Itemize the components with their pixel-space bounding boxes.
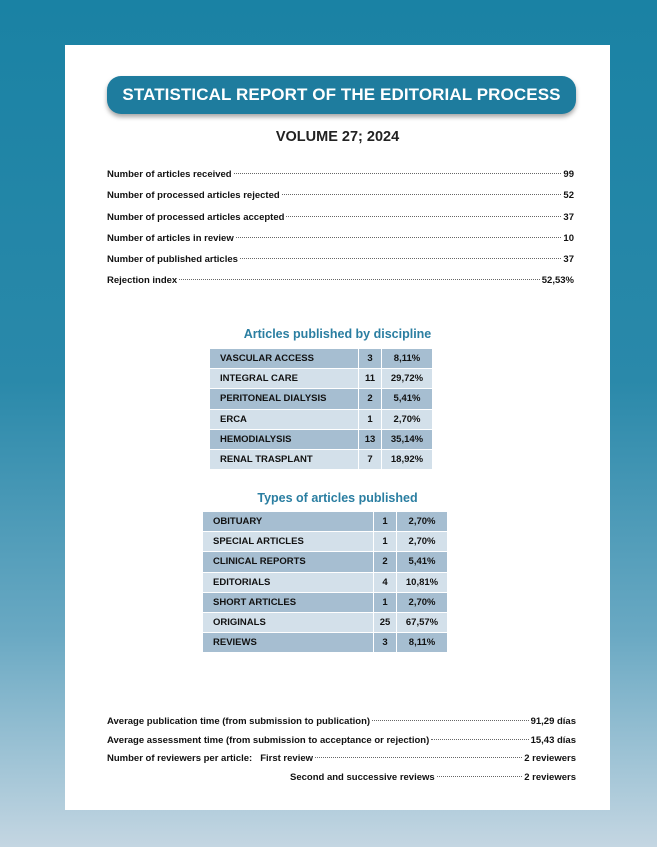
dot-leader bbox=[282, 194, 562, 195]
stat-row-published bbox=[107, 254, 574, 275]
discipline-percent: 29,72% bbox=[382, 369, 433, 389]
dot-leader bbox=[236, 237, 562, 238]
type-percent: 2,70% bbox=[397, 512, 448, 532]
type-name: EDITORIALS bbox=[203, 572, 374, 592]
discipline-count: 2 bbox=[359, 389, 382, 409]
assessment-time-label: Average assessment time (from submission to acceptance or rejection) bbox=[107, 734, 430, 746]
summary-stats bbox=[107, 169, 574, 297]
types-table bbox=[203, 512, 448, 653]
table-row bbox=[210, 369, 433, 389]
stat-value: 37 bbox=[563, 211, 574, 223]
discipline-table bbox=[210, 349, 433, 470]
discipline-percent: 8,11% bbox=[382, 349, 433, 369]
type-count: 25 bbox=[374, 612, 397, 632]
type-count: 1 bbox=[374, 512, 397, 532]
discipline-count: 7 bbox=[359, 449, 382, 469]
second-review-value: 2 reviewers bbox=[524, 771, 576, 783]
table-row bbox=[203, 512, 448, 532]
table-row bbox=[210, 389, 433, 409]
stat-label: Rejection index bbox=[107, 275, 178, 287]
type-count: 3 bbox=[374, 633, 397, 653]
stat-value: 52 bbox=[563, 190, 574, 202]
type-percent: 67,57% bbox=[397, 612, 448, 632]
discipline-name: RENAL TRASPLANT bbox=[210, 449, 359, 469]
table-row bbox=[203, 572, 448, 592]
table-row bbox=[210, 429, 433, 449]
discipline-count: 3 bbox=[359, 349, 382, 369]
discipline-percent: 2,70% bbox=[382, 409, 433, 429]
type-count: 2 bbox=[374, 552, 397, 572]
table-row bbox=[203, 552, 448, 572]
type-percent: 8,11% bbox=[397, 633, 448, 653]
discipline-count: 1 bbox=[359, 409, 382, 429]
types-section-title: Types of articles published bbox=[257, 491, 418, 505]
publication-time-row bbox=[107, 716, 576, 735]
second-review-row bbox=[107, 772, 576, 791]
reviewers-label: Number of reviewers per article: bbox=[107, 753, 253, 764]
type-name: REVIEWS bbox=[203, 633, 374, 653]
stat-row-rejected bbox=[107, 190, 574, 211]
type-count: 1 bbox=[374, 592, 397, 612]
dot-leader bbox=[437, 776, 523, 777]
dot-leader bbox=[179, 279, 540, 280]
dot-leader bbox=[315, 757, 522, 758]
stat-value: 52,53% bbox=[541, 275, 574, 287]
dot-leader bbox=[372, 720, 529, 721]
second-review-label: Second and successive reviews bbox=[290, 771, 435, 783]
first-review-row bbox=[107, 753, 576, 772]
discipline-section-title: Articles published by discipline bbox=[243, 327, 432, 341]
publication-time-value: 91,29 días bbox=[530, 716, 576, 727]
stat-label: Number of published articles bbox=[107, 254, 238, 266]
first-review-label: First review bbox=[260, 753, 314, 764]
discipline-percent: 5,41% bbox=[382, 389, 433, 409]
volume-heading: VOLUME 27; 2024 bbox=[275, 129, 400, 145]
stat-label: Number of processed articles accepted bbox=[107, 211, 285, 223]
discipline-name: PERITONEAL DIALYSIS bbox=[210, 389, 359, 409]
assessment-time-value: 15,43 días bbox=[530, 734, 576, 746]
table-row bbox=[210, 349, 433, 369]
table-row bbox=[210, 409, 433, 429]
table-row bbox=[210, 449, 433, 469]
type-name: SPECIAL ARTICLES bbox=[203, 532, 374, 552]
stat-row-in-review bbox=[107, 233, 574, 254]
stat-label: Number of articles received bbox=[107, 169, 232, 180]
discipline-name: INTEGRAL CARE bbox=[210, 369, 359, 389]
first-review-value: 2 reviewers bbox=[524, 753, 576, 764]
type-name: SHORT ARTICLES bbox=[203, 592, 374, 612]
assessment-time-row bbox=[107, 735, 576, 754]
discipline-count: 13 bbox=[359, 429, 382, 449]
stat-label: Number of processed articles rejected bbox=[107, 190, 280, 202]
report-title-banner: STATISTICAL REPORT OF THE EDITORIAL PROCESS bbox=[107, 76, 576, 114]
stat-value: 99 bbox=[563, 169, 574, 180]
type-percent: 2,70% bbox=[397, 592, 448, 612]
timing-stats bbox=[107, 716, 576, 790]
stat-value: 37 bbox=[563, 254, 574, 266]
dot-leader bbox=[286, 216, 561, 217]
type-name: CLINICAL REPORTS bbox=[203, 552, 374, 572]
type-percent: 5,41% bbox=[397, 552, 448, 572]
table-row bbox=[203, 633, 448, 653]
stat-row-rejection-index bbox=[107, 275, 574, 296]
type-percent: 2,70% bbox=[397, 532, 448, 552]
dot-leader bbox=[234, 173, 562, 174]
type-count: 1 bbox=[374, 532, 397, 552]
stat-value: 10 bbox=[563, 232, 574, 244]
discipline-name: VASCULAR ACCESS bbox=[210, 349, 359, 369]
type-count: 4 bbox=[374, 572, 397, 592]
publication-time-label: Average publication time (from submission to publication) bbox=[107, 716, 371, 727]
table-row bbox=[203, 532, 448, 552]
table-row bbox=[203, 592, 448, 612]
discipline-percent: 35,14% bbox=[382, 429, 433, 449]
report-page bbox=[65, 45, 610, 810]
stat-label: Number of articles in review bbox=[107, 232, 234, 244]
discipline-name: ERCA bbox=[210, 409, 359, 429]
dot-leader bbox=[431, 739, 528, 740]
dot-leader bbox=[240, 258, 562, 259]
discipline-percent: 18,92% bbox=[382, 449, 433, 469]
type-name: ORIGINALS bbox=[203, 612, 374, 632]
table-row bbox=[203, 612, 448, 632]
type-percent: 10,81% bbox=[397, 572, 448, 592]
stat-row-received bbox=[107, 169, 574, 190]
discipline-name: HEMODIALYSIS bbox=[210, 429, 359, 449]
discipline-count: 11 bbox=[359, 369, 382, 389]
stat-row-accepted bbox=[107, 212, 574, 233]
type-name: OBITUARY bbox=[203, 512, 374, 532]
